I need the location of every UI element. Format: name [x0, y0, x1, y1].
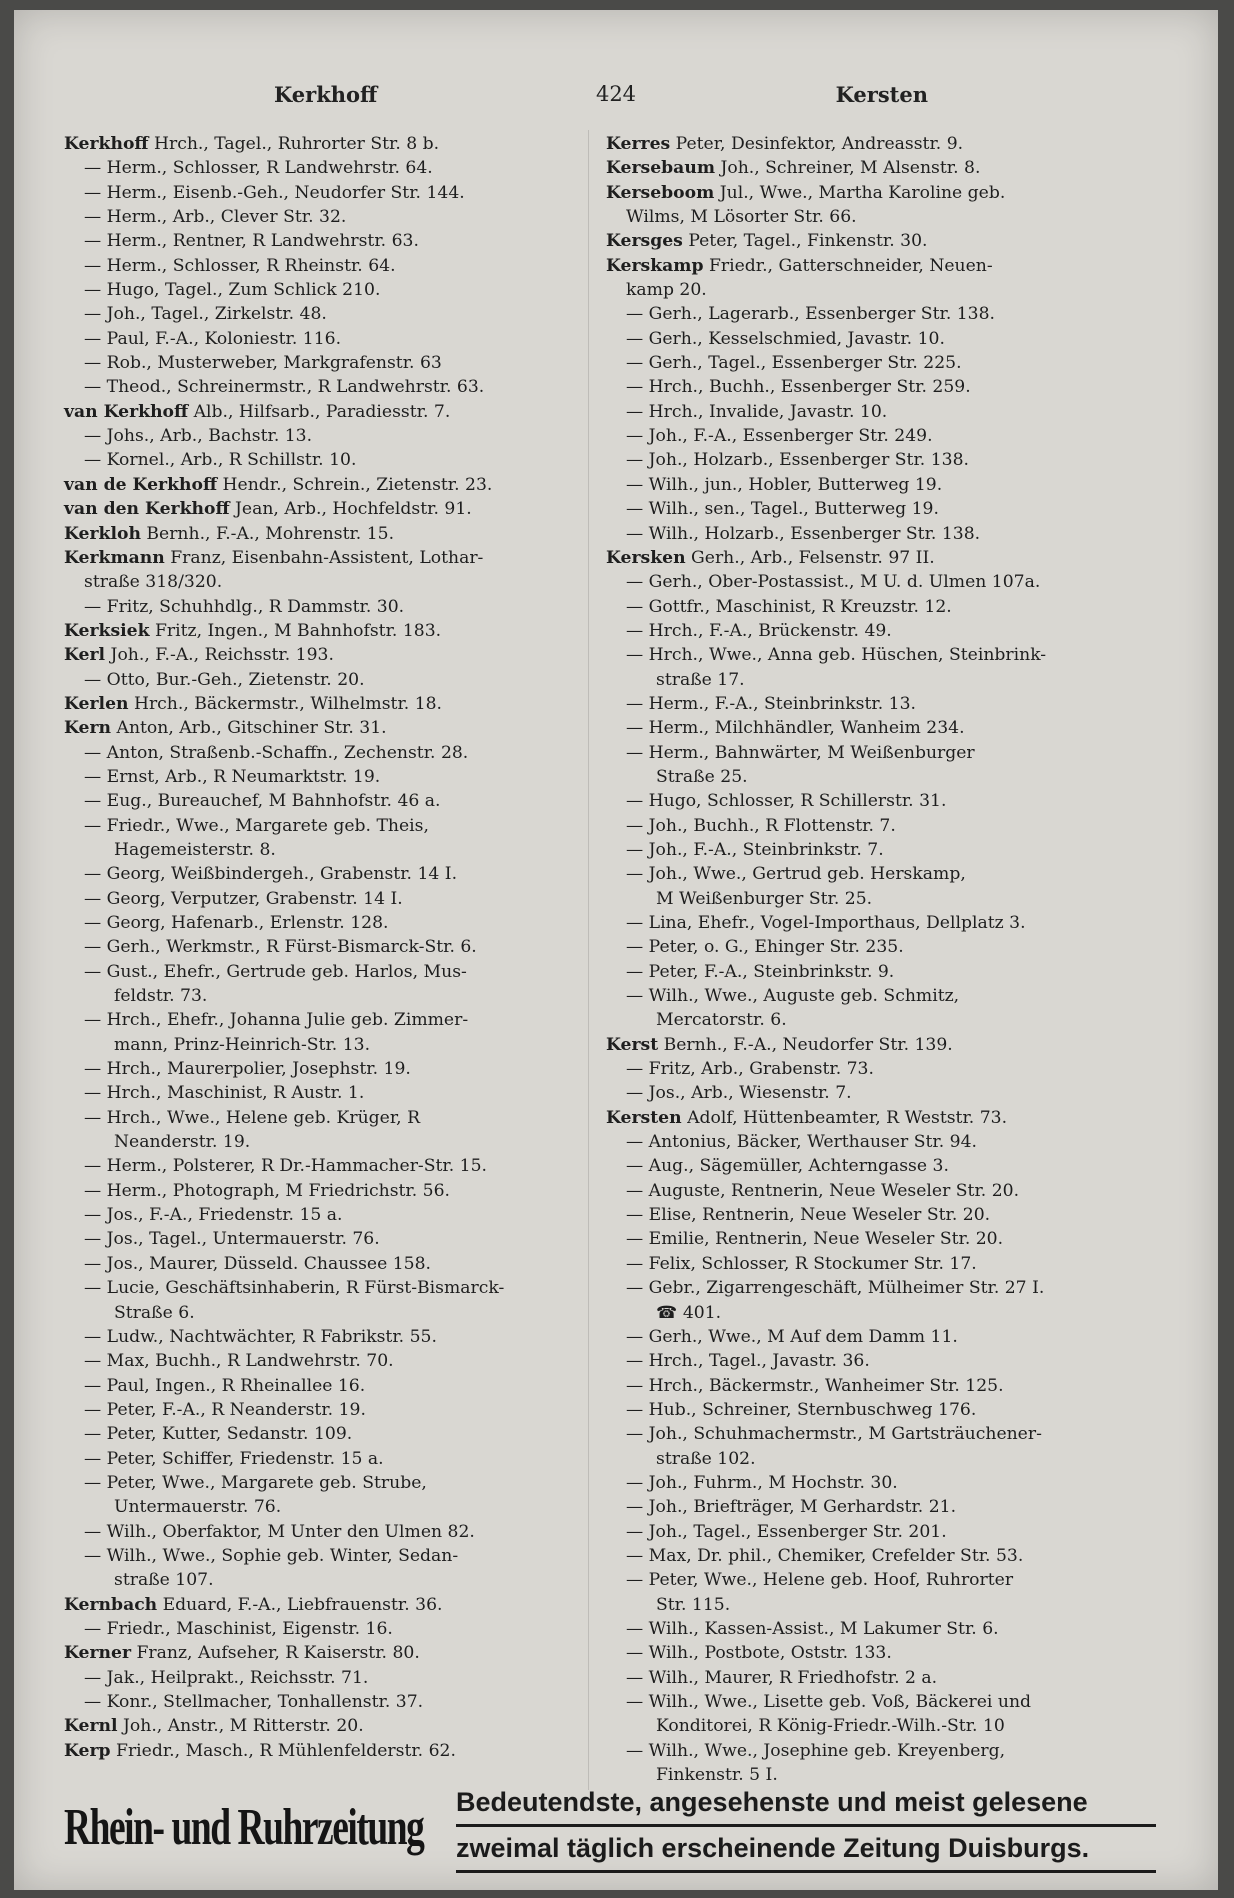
directory-entry [606, 1520, 1121, 1544]
entry-text: Eduard, F.-A., Liebfrauenstr. 36. [157, 1594, 443, 1615]
entry-text: — Georg, Verputzer, Grabenstr. 14 I. [84, 888, 403, 909]
entry-surname: Kerner [64, 1643, 132, 1664]
entry-continuation: M Weißenburger Str. 25. [656, 888, 873, 909]
entry-continuation: Neanderstr. 19. [114, 1132, 251, 1153]
directory-entry [606, 1544, 1121, 1568]
entry-text: Hrch., Bäckermstr., Wilhelmstr. 18. [128, 693, 443, 714]
entry-text: — Gerh., Kesselschmied, Javastr. 10. [626, 328, 945, 349]
entry-text: Joh., F.-A., Reichsstr. 193. [105, 645, 334, 666]
directory-entry [606, 911, 1121, 935]
entry-text: — Aug., Sägemüller, Achterngasse 3. [626, 1156, 949, 1177]
directory-entry [606, 1325, 1121, 1349]
entry-text: — Wilh., Holzarb., Essenberger Str. 138. [626, 523, 981, 544]
entry-text: — Peter, F.-A., R Neanderstr. 19. [84, 1399, 366, 1420]
entry-continuation: Wilms, M Lösorter Str. 66. [626, 207, 857, 228]
entry-text: — Joh., Holzarb., Essenberger Str. 138. [626, 450, 969, 471]
entry-text: Joh., Anstr., M Ritterstr. 20. [117, 1716, 364, 1737]
entry-text: — Joh., F.-A., Steinbrinkstr. 7. [626, 839, 884, 860]
directory-entry [606, 1276, 1121, 1325]
entry-surname: Kerksiek [64, 620, 150, 641]
entry-text: — Peter, Kutter, Sedanstr. 109. [84, 1424, 353, 1445]
directory-entry [64, 400, 579, 424]
entry-text: — Otto, Bur.-Geh., Zietenstr. 20. [84, 669, 365, 690]
entry-text: — Antonius, Bäcker, Werthauser Str. 94. [626, 1132, 977, 1153]
entry-text: Joh., Schreiner, M Alsenstr. 8. [715, 158, 981, 179]
directory-entry [606, 546, 1121, 570]
directory-entry [606, 1154, 1121, 1178]
entry-text: — Gerh., Lagerarb., Essenberger Str. 138. [626, 304, 996, 325]
entry-text: — Wilh., Kassen-Assist., M Lakumer Str. 6. [626, 1618, 999, 1639]
entry-surname: Kerl [64, 645, 106, 666]
directory-entry [64, 448, 579, 472]
entry-surname: Kern [64, 718, 112, 739]
directory-entry [606, 960, 1121, 984]
entry-text: — Hrch., Buchh., Essenberger Str. 259. [626, 377, 971, 398]
header-right-keyword: Kersten [835, 82, 928, 107]
directory-entry [64, 1641, 579, 1665]
entry-text: — Hugo, Schlosser, R Schillerstr. 31. [626, 791, 947, 812]
entry-text: — Konr., Stellmacher, Tonhallenstr. 37. [84, 1692, 424, 1712]
entry-text: — Peter, o. G., Ehinger Str. 235. [626, 937, 904, 958]
directory-entry [606, 1252, 1121, 1276]
entry-text: Fritz, Ingen., M Bahnhofstr. 183. [149, 620, 442, 641]
entry-text: — Hrch., Tagel., Javastr. 36. [626, 1351, 870, 1372]
entry-text: Franz, Aufseher, R Kaiserstr. 80. [131, 1643, 420, 1664]
entry-text: — Jos., Arb., Wiesenstr. 7. [626, 1083, 852, 1104]
entry-text: — Elise, Rentnerin, Neue Weseler Str. 20. [626, 1205, 991, 1226]
directory-entry [64, 181, 579, 205]
entry-text: Anton, Arb., Gitschiner Str. 31. [111, 718, 387, 739]
entry-text: Bernh., F.-A., Neudorfer Str. 139. [658, 1034, 953, 1055]
directory-entry [64, 668, 579, 692]
entry-surname: van de Kerkhoff [64, 474, 218, 495]
entry-text: — Max, Dr. phil., Chemiker, Crefelder Str. 53. [626, 1545, 1024, 1566]
entry-text: — Kornel., Arb., R Schillstr. 10. [84, 450, 357, 471]
directory-entry [64, 205, 579, 229]
entry-text: — Fritz, Arb., Grabenstr. 73. [626, 1059, 874, 1080]
entry-text: — Fritz, Schuhhdlg., R Dammstr. 30. [84, 596, 405, 617]
directory-entry [606, 254, 1121, 303]
entry-text: Bernh., F.-A., Mohrenstr. 15. [140, 523, 395, 544]
entry-text: — Gebr., Zigarrengeschäft, Mülheimer Str. 27 I. [626, 1278, 1045, 1299]
directory-entry [64, 1349, 579, 1373]
directory-entry [64, 1447, 579, 1471]
directory-entry [606, 1495, 1121, 1519]
directory-entry [64, 1471, 579, 1520]
entry-text: — Gerh., Wwe., M Auf dem Damm 11. [626, 1326, 958, 1347]
ad-line-2: zweimal täglich erscheinende Zeitung Duisburgs. [456, 1828, 1156, 1873]
directory-entry [64, 1714, 579, 1738]
entry-text: — Gerh., Werkmstr., R Fürst-Bismarck-Str. 6. [84, 937, 477, 958]
entry-text: — Wilh., jun., Hobler, Butterweg 19. [626, 474, 943, 495]
entry-text: — Friedr., Maschinist, Eigenstr. 16. [84, 1618, 393, 1639]
entry-text: — Gottfr., Maschinist, R Kreuzstr. 12. [626, 596, 952, 617]
directory-entry [64, 1154, 579, 1178]
entry-text: — Hrch., Invalide, Javastr. 10. [626, 401, 888, 422]
entry-continuation: Hagemeisterstr. 8. [114, 839, 276, 860]
directory-entry [64, 1690, 579, 1714]
directory-entry [64, 522, 579, 546]
entry-surname: Kerseboom [606, 182, 715, 203]
directory-entry [64, 229, 579, 253]
entry-continuation: feldstr. 73. [114, 986, 208, 1007]
directory-entry [64, 1666, 579, 1690]
entry-surname: Kersges [606, 231, 683, 252]
directory-entry [606, 1666, 1121, 1690]
entry-text: — Jos., F.-A., Friedenstr. 15 a. [84, 1205, 343, 1226]
directory-entry [64, 1252, 579, 1276]
directory-entry [606, 595, 1121, 619]
entry-text: — Gerh., Ober-Postassist., M U. d. Ulmen 107a. [626, 572, 1041, 593]
directory-entry [606, 1203, 1121, 1227]
directory-entry [606, 814, 1121, 838]
entry-text: — Hrch., Maurerpolier, Josephstr. 19. [84, 1059, 411, 1080]
directory-entry [64, 1374, 579, 1398]
directory-entry [64, 1325, 579, 1349]
directory-entry [64, 156, 579, 180]
directory-entry [606, 741, 1121, 790]
entry-text: — Paul, F.-A., Koloniestr. 116. [84, 328, 342, 349]
entry-text: Jul., Wwe., Martha Karoline geb. [714, 182, 1006, 203]
entry-text: — Lina, Ehefr., Vogel-Importhaus, Dellplatz 3. [626, 913, 1026, 933]
entry-text: — Johs., Arb., Bachstr. 13. [84, 426, 313, 447]
entry-text: — Georg, Weißbindergeh., Grabenstr. 14 I. [84, 864, 458, 885]
directory-entry [606, 1081, 1121, 1105]
entry-text: — Peter, F.-A., Steinbrinkstr. 9. [626, 961, 895, 982]
entry-surname: Kernbach [64, 1594, 158, 1615]
entry-text: Alb., Hilfsarb., Paradiesstr. 7. [188, 401, 451, 422]
directory-entry [606, 132, 1121, 156]
directory-entry [64, 1398, 579, 1422]
entry-text: — Theod., Schreinermstr., R Landwehrstr. 63. [84, 377, 485, 398]
directory-entry [64, 1008, 579, 1057]
entry-text: — Herm., Schlosser, R Rheinstr. 64. [84, 255, 396, 276]
directory-entry [64, 887, 579, 911]
directory-entry [606, 375, 1121, 399]
entry-continuation: kamp 20. [626, 280, 707, 301]
directory-entry [64, 327, 579, 351]
entry-text: Friedr., Gatterschneider, Neuen- [703, 255, 993, 276]
page-number: 424 [595, 82, 637, 106]
entry-surname: Kerskamp [606, 255, 704, 276]
entry-text: Friedr., Masch., R Mühlenfelderstr. 62. [110, 1740, 456, 1761]
directory-entry [64, 1276, 579, 1325]
directory-entry [606, 497, 1121, 521]
newspaper-advertisement [64, 1780, 1168, 1876]
entry-text: — Herm., Rentner, R Landwehrstr. 63. [84, 231, 419, 252]
entry-text: Peter, Tagel., Finkenstr. 30. [682, 231, 928, 252]
entry-text: — Herm., Photograph, M Friedrichstr. 56. [84, 1180, 451, 1201]
directory-entry [606, 522, 1121, 546]
entry-text: — Felix, Schlosser, R Stockumer Str. 17. [626, 1253, 977, 1274]
entry-text: — Paul, Ingen., R Rheinallee 16. [84, 1375, 366, 1396]
entry-surname: van Kerkhoff [64, 401, 189, 422]
entry-continuation: Finkenstr. 5 I. [656, 1765, 778, 1786]
entry-surname: Kersken [606, 547, 686, 568]
directory-entry [64, 254, 579, 278]
entry-continuation: Konditorei, R König-Friedr.-Wilh.-Str. 10 [656, 1716, 1005, 1737]
directory-entry [606, 838, 1121, 862]
directory-entry [64, 473, 579, 497]
directory-entry [64, 814, 579, 863]
entry-continuation: straße 318/320. [84, 572, 223, 593]
directory-entry [64, 278, 579, 302]
entry-text: — Emilie, Rentnerin, Neue Weseler Str. 20. [626, 1229, 1004, 1250]
directory-entry [606, 1057, 1121, 1081]
entry-text: — Hrch., Maschinist, R Austr. 1. [84, 1083, 365, 1104]
directory-entry [606, 1033, 1121, 1057]
directory-entry [606, 229, 1121, 253]
directory-entry [606, 302, 1121, 326]
directory-entry [64, 935, 579, 959]
entry-text: — Joh., Tagel., Zirkelstr. 48. [84, 304, 327, 325]
directory-entry [606, 1374, 1121, 1398]
column-divider [588, 130, 589, 1790]
directory-entry [606, 1471, 1121, 1495]
entry-continuation: Straße 25. [656, 766, 748, 787]
entry-continuation: mann, Prinz-Heinrich-Str. 13. [114, 1034, 371, 1055]
directory-entry [64, 424, 579, 448]
entry-text: — Joh., Wwe., Gertrud geb. Herskamp, [626, 864, 966, 885]
entry-continuation: straße 107. [114, 1570, 214, 1591]
entry-text: — Hugo, Tagel., Zum Schlick 210. [84, 280, 381, 301]
directory-entry [606, 1617, 1121, 1641]
directory-entry [64, 132, 579, 156]
directory-entry [606, 1422, 1121, 1471]
entry-text: Hrch., Tagel., Ruhrorter Str. 8 b. [148, 134, 440, 154]
entry-text: — Herm., Arb., Clever Str. 32. [84, 207, 347, 228]
directory-entry [606, 935, 1121, 959]
directory-entry [64, 619, 579, 643]
directory-page [14, 10, 1218, 1890]
entry-continuation: Mercatorstr. 6. [656, 1010, 787, 1031]
directory-entry [64, 1227, 579, 1251]
directory-entry [64, 862, 579, 886]
entry-text: — Wilh., sen., Tagel., Butterweg 19. [626, 499, 939, 520]
directory-entry [64, 1544, 579, 1593]
entry-surname: Kerst [606, 1034, 659, 1055]
directory-entry [606, 351, 1121, 375]
directory-entry [606, 448, 1121, 472]
directory-entry [606, 1349, 1121, 1373]
entry-surname: Kerkmann [64, 547, 165, 568]
directory-entry [64, 1179, 579, 1203]
directory-entry [606, 156, 1121, 180]
directory-entry [606, 1690, 1121, 1739]
directory-entry [64, 1081, 579, 1105]
entry-continuation: straße 17. [656, 669, 745, 690]
directory-entry [606, 400, 1121, 424]
directory-entry [64, 960, 579, 1009]
directory-entry [606, 789, 1121, 813]
directory-entry [606, 570, 1121, 594]
directory-entry [64, 1593, 579, 1617]
entry-text: — Herm., Polsterer, R Dr.-Hammacher-Str. 15. [84, 1156, 487, 1177]
directory-entry [64, 1106, 579, 1155]
entry-text: — Friedr., Wwe., Margarete geb. Theis, [84, 815, 429, 836]
entry-text: — Ernst, Arb., R Neumarktstr. 19. [84, 766, 381, 787]
entry-text: — Peter, Wwe., Helene geb. Hoof, Ruhrorter [626, 1570, 1014, 1591]
entry-text: — Gust., Ehefr., Gertrude geb. Harlos, Mus- [84, 961, 467, 982]
page-header [64, 82, 1168, 118]
entry-text: — Max, Buchh., R Landwehrstr. 70. [84, 1351, 394, 1372]
entry-surname: Kerkhoff [64, 134, 149, 154]
directory-entry [64, 741, 579, 765]
ad-line-1: Bedeutendste, angesehenste und meist gelesene [456, 1782, 1156, 1827]
directory-entry [64, 716, 579, 740]
entry-text: — Joh., Fuhrm., M Hochstr. 30. [626, 1472, 898, 1493]
entry-text: Peter, Desinfektor, Andreasstr. 9. [670, 134, 964, 154]
entry-text: — Wilh., Wwe., Auguste geb. Schmitz, [626, 986, 960, 1007]
entry-text: — Lucie, Geschäftsinhaberin, R Fürst-Bismarck- [84, 1278, 505, 1299]
entry-surname: Kerres [606, 134, 671, 154]
directory-entry [606, 327, 1121, 351]
entry-text: — Hrch., Wwe., Helene geb. Krüger, R [84, 1107, 421, 1128]
directory-entry [606, 984, 1121, 1033]
directory-entry [64, 1203, 579, 1227]
entry-text: — Rob., Musterweber, Markgrafenstr. 63 [84, 353, 442, 374]
right-column [606, 132, 1121, 1787]
entry-continuation: straße 102. [656, 1448, 756, 1469]
entry-text: Hendr., Schrein., Zietenstr. 23. [217, 474, 493, 495]
entry-text: — Hub., Schreiner, Sternbuschweg 176. [626, 1399, 977, 1420]
header-left-keyword: Kerkhoff [274, 82, 378, 107]
entry-text: — Georg, Hafenarb., Erlenstr. 128. [84, 913, 389, 933]
entry-text: — Anton, Straßenb.-Schaffn., Zechenstr. 28. [84, 742, 469, 763]
entry-text: — Wilh., Oberfaktor, M Unter den Ulmen 82. [84, 1521, 475, 1542]
directory-entry [606, 1179, 1121, 1203]
entry-text: — Herm., F.-A., Steinbrinkstr. 13. [626, 693, 916, 714]
directory-entry [64, 302, 579, 326]
directory-entry [606, 619, 1121, 643]
directory-entry [606, 1568, 1121, 1617]
directory-entry [606, 1106, 1121, 1130]
entry-text: — Hrch., Bäckermstr., Wanheimer Str. 125. [626, 1375, 1004, 1396]
entry-text: — Peter, Schiffer, Friedenstr. 15 a. [84, 1448, 384, 1469]
directory-entry [606, 1130, 1121, 1154]
entry-continuation: ☎ 401. [656, 1302, 722, 1323]
directory-entry [64, 643, 579, 667]
entry-continuation: Str. 115. [656, 1594, 731, 1615]
newspaper-title: Rhein- und Ruhrzeitung [64, 1799, 424, 1856]
directory-entry [606, 692, 1121, 716]
entry-text: — Herm., Schlosser, R Landwehrstr. 64. [84, 158, 433, 179]
directory-entry [606, 862, 1121, 911]
entry-surname: Kernl [64, 1716, 118, 1737]
directory-entry [64, 692, 579, 716]
directory-entry [606, 1398, 1121, 1422]
entry-text: — Joh., Schuhmachermstr., M Gartsträuchener- [626, 1424, 1042, 1445]
directory-entry [606, 181, 1121, 230]
entry-surname: Kersten [606, 1107, 682, 1128]
directory-entry [64, 1739, 579, 1763]
entry-text: — Hrch., Wwe., Anna geb. Hüschen, Steinbrink- [626, 645, 1047, 666]
entry-text: — Herm., Bahnwärter, M Weißenburger [626, 742, 975, 763]
entry-text: — Wilh., Wwe., Lisette geb. Voß, Bäckerei und [626, 1692, 1032, 1712]
left-column [64, 132, 579, 1763]
directory-entry [64, 1057, 579, 1081]
entry-text: Adolf, Hüttenbeamter, R Weststr. 73. [681, 1107, 1008, 1128]
directory-entry [606, 473, 1121, 497]
entry-text: Gerh., Arb., Felsenstr. 97 II. [685, 547, 935, 568]
entry-surname: Kerlen [64, 693, 129, 714]
directory-entry [606, 1227, 1121, 1251]
directory-entry [64, 546, 579, 595]
directory-entry [606, 716, 1121, 740]
directory-entry [64, 497, 579, 521]
entry-text: — Gerh., Tagel., Essenberger Str. 225. [626, 353, 962, 374]
entry-text: — Wilh., Wwe., Sophie geb. Winter, Sedan- [84, 1545, 459, 1566]
entry-text: — Joh., Briefträger, M Gerhardstr. 21. [626, 1497, 957, 1518]
entry-text: — Jak., Heilprakt., Reichsstr. 71. [84, 1667, 369, 1688]
entry-text: — Herm., Eisenb.-Geh., Neudorfer Str. 144. [84, 182, 465, 203]
entry-text: — Wilh., Maurer, R Friedhofstr. 2 a. [626, 1667, 938, 1688]
entry-text: — Herm., Milchhändler, Wanheim 234. [626, 718, 965, 739]
entry-text: — Eug., Bureauchef, M Bahnhofstr. 46 a. [84, 791, 441, 812]
entry-text: — Jos., Tagel., Untermauerstr. 76. [84, 1229, 380, 1250]
entry-surname: Kerkloh [64, 523, 141, 544]
entry-surname: van den Kerkhoff [64, 499, 230, 520]
entry-text: — Peter, Wwe., Margarete geb. Strube, [84, 1472, 427, 1493]
directory-entry [64, 1520, 579, 1544]
directory-entry [64, 1422, 579, 1446]
entry-surname: Kerp [64, 1740, 111, 1761]
entry-text: — Jos., Maurer, Düsseld. Chaussee 158. [84, 1253, 431, 1274]
directory-entry [64, 765, 579, 789]
directory-entry [64, 595, 579, 619]
entry-text: — Hrch., Ehefr., Johanna Julie geb. Zimmer- [84, 1010, 469, 1031]
directory-entry [606, 424, 1121, 448]
directory-entry [606, 1641, 1121, 1665]
directory-entry [64, 351, 579, 375]
directory-entry [64, 789, 579, 813]
directory-entry [64, 911, 579, 935]
entry-text: — Wilh., Postbote, Oststr. 133. [626, 1643, 892, 1664]
entry-text: — Wilh., Wwe., Josephine geb. Kreyenberg, [626, 1740, 1006, 1761]
directory-entry [606, 643, 1121, 692]
entry-text: Jean, Arb., Hochfeldstr. 91. [229, 499, 472, 520]
entry-text: — Joh., Tagel., Essenberger Str. 201. [626, 1521, 947, 1542]
entry-continuation: Untermauerstr. 76. [114, 1497, 282, 1518]
directory-entry [64, 1617, 579, 1641]
entry-text: Franz, Eisenbahn-Assistent, Lothar- [164, 547, 484, 568]
entry-text: — Joh., Buchh., R Flottenstr. 7. [626, 815, 896, 836]
entry-continuation: Straße 6. [114, 1302, 195, 1323]
entry-text: — Joh., F.-A., Essenberger Str. 249. [626, 426, 933, 447]
directory-entry [64, 375, 579, 399]
entry-text: — Hrch., F.-A., Brückenstr. 49. [626, 620, 892, 641]
entry-surname: Kersebaum [606, 158, 715, 179]
entry-text: — Auguste, Rentnerin, Neue Weseler Str. 20. [626, 1180, 1020, 1201]
entry-text: — Ludw., Nachtwächter, R Fabrikstr. 55. [84, 1326, 437, 1347]
